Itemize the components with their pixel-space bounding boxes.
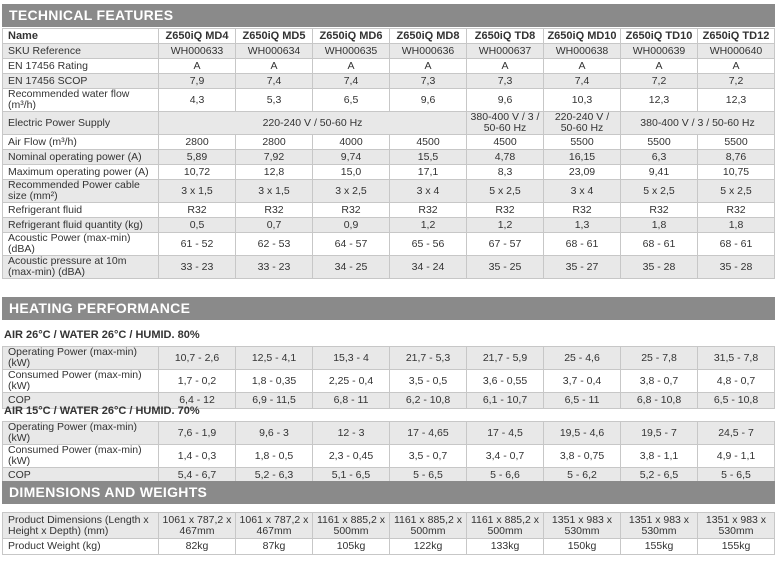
model-name: Z650iQ MD10 bbox=[544, 29, 621, 44]
table-cell: R32 bbox=[159, 203, 236, 218]
table-row bbox=[3, 445, 775, 468]
table-cell: 155kg bbox=[698, 539, 775, 555]
table-cell: 9,6 bbox=[390, 89, 467, 112]
table-cell: 2,25 - 0,4 bbox=[313, 370, 390, 393]
table-cell: 5,2 - 6,5 bbox=[621, 468, 698, 484]
table-cell: 1351 x 983 x 530mm bbox=[621, 513, 698, 539]
table-cell: 17 - 4,65 bbox=[390, 422, 467, 445]
table-cell: WH000633 bbox=[159, 44, 236, 59]
row-label: Consumed Power (max-min) (kW) bbox=[3, 445, 159, 468]
row-label: COP bbox=[3, 468, 159, 484]
table-row bbox=[3, 203, 775, 218]
table-cell: 6,3 bbox=[621, 150, 698, 165]
table-cell: 5500 bbox=[621, 135, 698, 150]
table-cell: 87kg bbox=[236, 539, 313, 555]
table-cell: 2800 bbox=[236, 135, 313, 150]
table-cell: WH000635 bbox=[313, 44, 390, 59]
table-cell: WH000638 bbox=[544, 44, 621, 59]
table-cell: WH000634 bbox=[236, 44, 313, 59]
table-cell: 35 - 28 bbox=[621, 256, 698, 279]
table-cell: 3 x 4 bbox=[390, 180, 467, 203]
table-cell: 24,5 - 7 bbox=[698, 422, 775, 445]
table-cell: 1161 x 885,2 x 500mm bbox=[467, 513, 544, 539]
table-cell: 67 - 57 bbox=[467, 233, 544, 256]
table-cell: 7,2 bbox=[621, 74, 698, 89]
table-cell: 64 - 57 bbox=[313, 233, 390, 256]
table-cell: R32 bbox=[467, 203, 544, 218]
table-cell: 1,4 - 0,3 bbox=[159, 445, 236, 468]
table-cell: 68 - 61 bbox=[698, 233, 775, 256]
table-row bbox=[3, 256, 775, 279]
table-cell: 10,7 - 2,6 bbox=[159, 347, 236, 370]
table-cell: 3,5 - 0,7 bbox=[390, 445, 467, 468]
table-row bbox=[3, 218, 775, 233]
table-cell: 8,76 bbox=[698, 150, 775, 165]
table-cell: 15,0 bbox=[313, 165, 390, 180]
row-label: Refrigerant fluid quantity (kg) bbox=[3, 218, 159, 233]
table-cell: 8,3 bbox=[467, 165, 544, 180]
row-label: EN 17456 SCOP bbox=[3, 74, 159, 89]
table-cell: 3,8 - 0,7 bbox=[621, 370, 698, 393]
table-cell: 6,9 - 11,5 bbox=[236, 393, 313, 409]
table-cell: 5,2 - 6,3 bbox=[236, 468, 313, 484]
table-cell: WH000636 bbox=[390, 44, 467, 59]
table-cell: R32 bbox=[698, 203, 775, 218]
table-cell: A bbox=[544, 59, 621, 74]
table-cell: 21,7 - 5,3 bbox=[390, 347, 467, 370]
table-cell: A bbox=[621, 59, 698, 74]
table-cell: 5 x 2,5 bbox=[467, 180, 544, 203]
table-cell: A bbox=[313, 59, 390, 74]
table-cell: 1,3 bbox=[544, 218, 621, 233]
table-cell: 3,7 - 0,4 bbox=[544, 370, 621, 393]
table-cell: 19,5 - 4,6 bbox=[544, 422, 621, 445]
table-cell: R32 bbox=[390, 203, 467, 218]
table-cell: 9,6 - 3 bbox=[236, 422, 313, 445]
table-cell: 10,3 bbox=[544, 89, 621, 112]
row-label: Operating Power (max-min) (kW) bbox=[3, 347, 159, 370]
table-cell: 1,8 bbox=[698, 218, 775, 233]
table-cell: 35 - 25 bbox=[467, 256, 544, 279]
table-cell: 5 x 2,5 bbox=[698, 180, 775, 203]
dimensions-weights-table bbox=[2, 512, 775, 555]
table-row bbox=[3, 112, 775, 135]
table-cell: 9,74 bbox=[313, 150, 390, 165]
table-cell: 1161 x 885,2 x 500mm bbox=[390, 513, 467, 539]
table-cell: 122kg bbox=[390, 539, 467, 555]
table-cell: 3,5 - 0,5 bbox=[390, 370, 467, 393]
table-cell: 220-240 V / 50-60 Hz bbox=[159, 112, 467, 135]
heating-condition-2-title: AIR 15°C / WATER 26°C / HUMID. 70% bbox=[4, 405, 200, 417]
model-name: Z650iQ MD5 bbox=[236, 29, 313, 44]
row-label: Nominal operating power (A) bbox=[3, 150, 159, 165]
table-cell: 5 - 6,5 bbox=[390, 468, 467, 484]
table-cell: 1,7 - 0,2 bbox=[159, 370, 236, 393]
heating-condition-1-title: AIR 26°C / WATER 26°C / HUMID. 80% bbox=[4, 329, 200, 341]
table-row bbox=[3, 29, 775, 44]
table-cell: 10,72 bbox=[159, 165, 236, 180]
table-cell: 33 - 23 bbox=[159, 256, 236, 279]
row-label: COP bbox=[3, 393, 159, 409]
table-cell: 6,2 - 10,8 bbox=[390, 393, 467, 409]
table-cell: 6,5 - 10,8 bbox=[698, 393, 775, 409]
model-name: Z650iQ TD8 bbox=[467, 29, 544, 44]
table-cell: 380-400 V / 3 / 50-60 Hz bbox=[621, 112, 775, 135]
table-cell: 61 - 52 bbox=[159, 233, 236, 256]
table-cell: 155kg bbox=[621, 539, 698, 555]
table-cell: 3 x 4 bbox=[544, 180, 621, 203]
table-cell: WH000639 bbox=[621, 44, 698, 59]
table-cell: 5 - 6,2 bbox=[544, 468, 621, 484]
model-name: Z650iQ TD12 bbox=[698, 29, 775, 44]
table-cell: R32 bbox=[544, 203, 621, 218]
table-cell: 17,1 bbox=[390, 165, 467, 180]
table-cell: R32 bbox=[236, 203, 313, 218]
table-cell: 4,78 bbox=[467, 150, 544, 165]
table-cell: 3 x 1,5 bbox=[236, 180, 313, 203]
table-cell: WH000640 bbox=[698, 44, 775, 59]
table-cell: WH000637 bbox=[467, 44, 544, 59]
row-label: Name bbox=[3, 29, 159, 44]
table-cell: 7,6 - 1,9 bbox=[159, 422, 236, 445]
table-cell: 12,8 bbox=[236, 165, 313, 180]
table-cell: 16,15 bbox=[544, 150, 621, 165]
table-row bbox=[3, 347, 775, 370]
table-cell: 65 - 56 bbox=[390, 233, 467, 256]
table-cell: 68 - 61 bbox=[621, 233, 698, 256]
row-label: Refrigerant fluid bbox=[3, 203, 159, 218]
row-label: Product Dimensions (Length x Height x Depth) (mm) bbox=[3, 513, 159, 539]
row-label: Acoustic Power (max-min) (dBA) bbox=[3, 233, 159, 256]
table-cell: 4500 bbox=[467, 135, 544, 150]
table-cell: 9,6 bbox=[467, 89, 544, 112]
table-cell: 6,1 - 10,7 bbox=[467, 393, 544, 409]
table-cell: 33 - 23 bbox=[236, 256, 313, 279]
table-row bbox=[3, 150, 775, 165]
table-cell: 133kg bbox=[467, 539, 544, 555]
table-cell: 6,4 - 12 bbox=[159, 393, 236, 409]
table-cell: 1161 x 885,2 x 500mm bbox=[313, 513, 390, 539]
table-cell: 3,8 - 1,1 bbox=[621, 445, 698, 468]
table-cell: 6,8 - 10,8 bbox=[621, 393, 698, 409]
table-cell: 31,5 - 7,8 bbox=[698, 347, 775, 370]
table-row bbox=[3, 74, 775, 89]
heating-condition-1-table bbox=[2, 346, 775, 409]
table-cell: 5,89 bbox=[159, 150, 236, 165]
table-cell: 1,8 - 0,35 bbox=[236, 370, 313, 393]
row-label: Maximum operating power (A) bbox=[3, 165, 159, 180]
table-cell: 23,09 bbox=[544, 165, 621, 180]
table-cell: 3,8 - 0,75 bbox=[544, 445, 621, 468]
table-cell: 7,4 bbox=[236, 74, 313, 89]
table-cell: R32 bbox=[621, 203, 698, 218]
table-cell: 4000 bbox=[313, 135, 390, 150]
table-cell: 7,2 bbox=[698, 74, 775, 89]
table-cell: 1061 x 787,2 x 467mm bbox=[159, 513, 236, 539]
row-label: EN 17456 Rating bbox=[3, 59, 159, 74]
table-cell: 68 - 61 bbox=[544, 233, 621, 256]
table-cell: 1,8 - 0,5 bbox=[236, 445, 313, 468]
row-label: SKU Reference bbox=[3, 44, 159, 59]
table-cell: 3,4 - 0,7 bbox=[467, 445, 544, 468]
table-cell: 35 - 27 bbox=[544, 256, 621, 279]
table-cell: 5500 bbox=[544, 135, 621, 150]
model-name: Z650iQ TD10 bbox=[621, 29, 698, 44]
row-label: Consumed Power (max-min) (kW) bbox=[3, 370, 159, 393]
table-cell: 0,7 bbox=[236, 218, 313, 233]
table-cell: A bbox=[159, 59, 236, 74]
table-cell: 105kg bbox=[313, 539, 390, 555]
table-cell: 7,92 bbox=[236, 150, 313, 165]
table-cell: 1351 x 983 x 530mm bbox=[544, 513, 621, 539]
table-cell: 5,4 - 6,7 bbox=[159, 468, 236, 484]
table-cell: 5500 bbox=[698, 135, 775, 150]
table-cell: 15,5 bbox=[390, 150, 467, 165]
table-cell: R32 bbox=[313, 203, 390, 218]
heating-condition-2-table bbox=[2, 421, 775, 484]
table-cell: 5 x 2,5 bbox=[621, 180, 698, 203]
table-cell: 2800 bbox=[159, 135, 236, 150]
table-cell: 6,5 - 11 bbox=[544, 393, 621, 409]
dimensions-weights-heading: DIMENSIONS AND WEIGHTS bbox=[2, 481, 775, 504]
model-name: Z650iQ MD4 bbox=[159, 29, 236, 44]
table-cell: 10,75 bbox=[698, 165, 775, 180]
row-label: Air Flow (m³/h) bbox=[3, 135, 159, 150]
table-row bbox=[3, 370, 775, 393]
table-cell: 1061 x 787,2 x 467mm bbox=[236, 513, 313, 539]
table-cell: 19,5 - 7 bbox=[621, 422, 698, 445]
table-cell: 6,8 - 11 bbox=[313, 393, 390, 409]
table-cell: 9,41 bbox=[621, 165, 698, 180]
table-cell: 3 x 2,5 bbox=[313, 180, 390, 203]
table-cell: 4,8 - 0,7 bbox=[698, 370, 775, 393]
table-cell: 12,5 - 4,1 bbox=[236, 347, 313, 370]
table-row bbox=[3, 59, 775, 74]
table-cell: A bbox=[467, 59, 544, 74]
table-cell: 7,3 bbox=[390, 74, 467, 89]
table-cell: A bbox=[390, 59, 467, 74]
technical-features-table bbox=[2, 28, 775, 279]
table-row bbox=[3, 422, 775, 445]
table-row bbox=[3, 44, 775, 59]
table-cell: 380-400 V / 3 / 50-60 Hz bbox=[467, 112, 544, 135]
table-cell: 7,3 bbox=[467, 74, 544, 89]
table-cell: 7,4 bbox=[544, 74, 621, 89]
table-cell: 12,3 bbox=[698, 89, 775, 112]
row-label: Recommended Power cable size (mm²) bbox=[3, 180, 159, 203]
table-cell: 15,3 - 4 bbox=[313, 347, 390, 370]
technical-features-heading: TECHNICAL FEATURES bbox=[2, 4, 775, 27]
table-cell: 7,9 bbox=[159, 74, 236, 89]
table-cell: 1,8 bbox=[621, 218, 698, 233]
table-row bbox=[3, 135, 775, 150]
row-label: Recommended water flow (m³/h) bbox=[3, 89, 159, 112]
table-cell: 6,5 bbox=[313, 89, 390, 112]
table-cell: 34 - 24 bbox=[390, 256, 467, 279]
table-cell: 35 - 28 bbox=[698, 256, 775, 279]
table-row bbox=[3, 180, 775, 203]
table-cell: 1,2 bbox=[467, 218, 544, 233]
table-cell: 5,3 bbox=[236, 89, 313, 112]
table-cell: 1351 x 983 x 530mm bbox=[698, 513, 775, 539]
row-label: Electric Power Supply bbox=[3, 112, 159, 135]
model-name: Z650iQ MD8 bbox=[390, 29, 467, 44]
table-row bbox=[3, 539, 775, 555]
table-cell: 5,1 - 6,5 bbox=[313, 468, 390, 484]
table-row bbox=[3, 165, 775, 180]
table-cell: 34 - 25 bbox=[313, 256, 390, 279]
table-row bbox=[3, 513, 775, 539]
table-cell: 82kg bbox=[159, 539, 236, 555]
table-cell: 4500 bbox=[390, 135, 467, 150]
table-cell: A bbox=[698, 59, 775, 74]
table-cell: 21,7 - 5,9 bbox=[467, 347, 544, 370]
table-cell: 3 x 1,5 bbox=[159, 180, 236, 203]
table-cell: 12 - 3 bbox=[313, 422, 390, 445]
row-label: Acoustic pressure at 10m (max-min) (dBA) bbox=[3, 256, 159, 279]
table-cell: 3,6 - 0,55 bbox=[467, 370, 544, 393]
table-row bbox=[3, 233, 775, 256]
table-cell: A bbox=[236, 59, 313, 74]
table-cell: 0,9 bbox=[313, 218, 390, 233]
row-label: Product Weight (kg) bbox=[3, 539, 159, 555]
heating-performance-heading: HEATING PERFORMANCE bbox=[2, 297, 775, 320]
table-cell: 25 - 4,6 bbox=[544, 347, 621, 370]
table-cell: 220-240 V / 50-60 Hz bbox=[544, 112, 621, 135]
table-row bbox=[3, 89, 775, 112]
model-name: Z650iQ MD6 bbox=[313, 29, 390, 44]
table-cell: 17 - 4,5 bbox=[467, 422, 544, 445]
table-cell: 0,5 bbox=[159, 218, 236, 233]
table-cell: 5 - 6,6 bbox=[467, 468, 544, 484]
table-cell: 12,3 bbox=[621, 89, 698, 112]
table-cell: 2,3 - 0,45 bbox=[313, 445, 390, 468]
row-label: Operating Power (max-min) (kW) bbox=[3, 422, 159, 445]
table-cell: 150kg bbox=[544, 539, 621, 555]
table-cell: 25 - 7,8 bbox=[621, 347, 698, 370]
table-cell: 62 - 53 bbox=[236, 233, 313, 256]
table-cell: 4,3 bbox=[159, 89, 236, 112]
table-cell: 7,4 bbox=[313, 74, 390, 89]
table-cell: 1,2 bbox=[390, 218, 467, 233]
table-cell: 4,9 - 1,1 bbox=[698, 445, 775, 468]
table-cell: 5 - 6,5 bbox=[698, 468, 775, 484]
